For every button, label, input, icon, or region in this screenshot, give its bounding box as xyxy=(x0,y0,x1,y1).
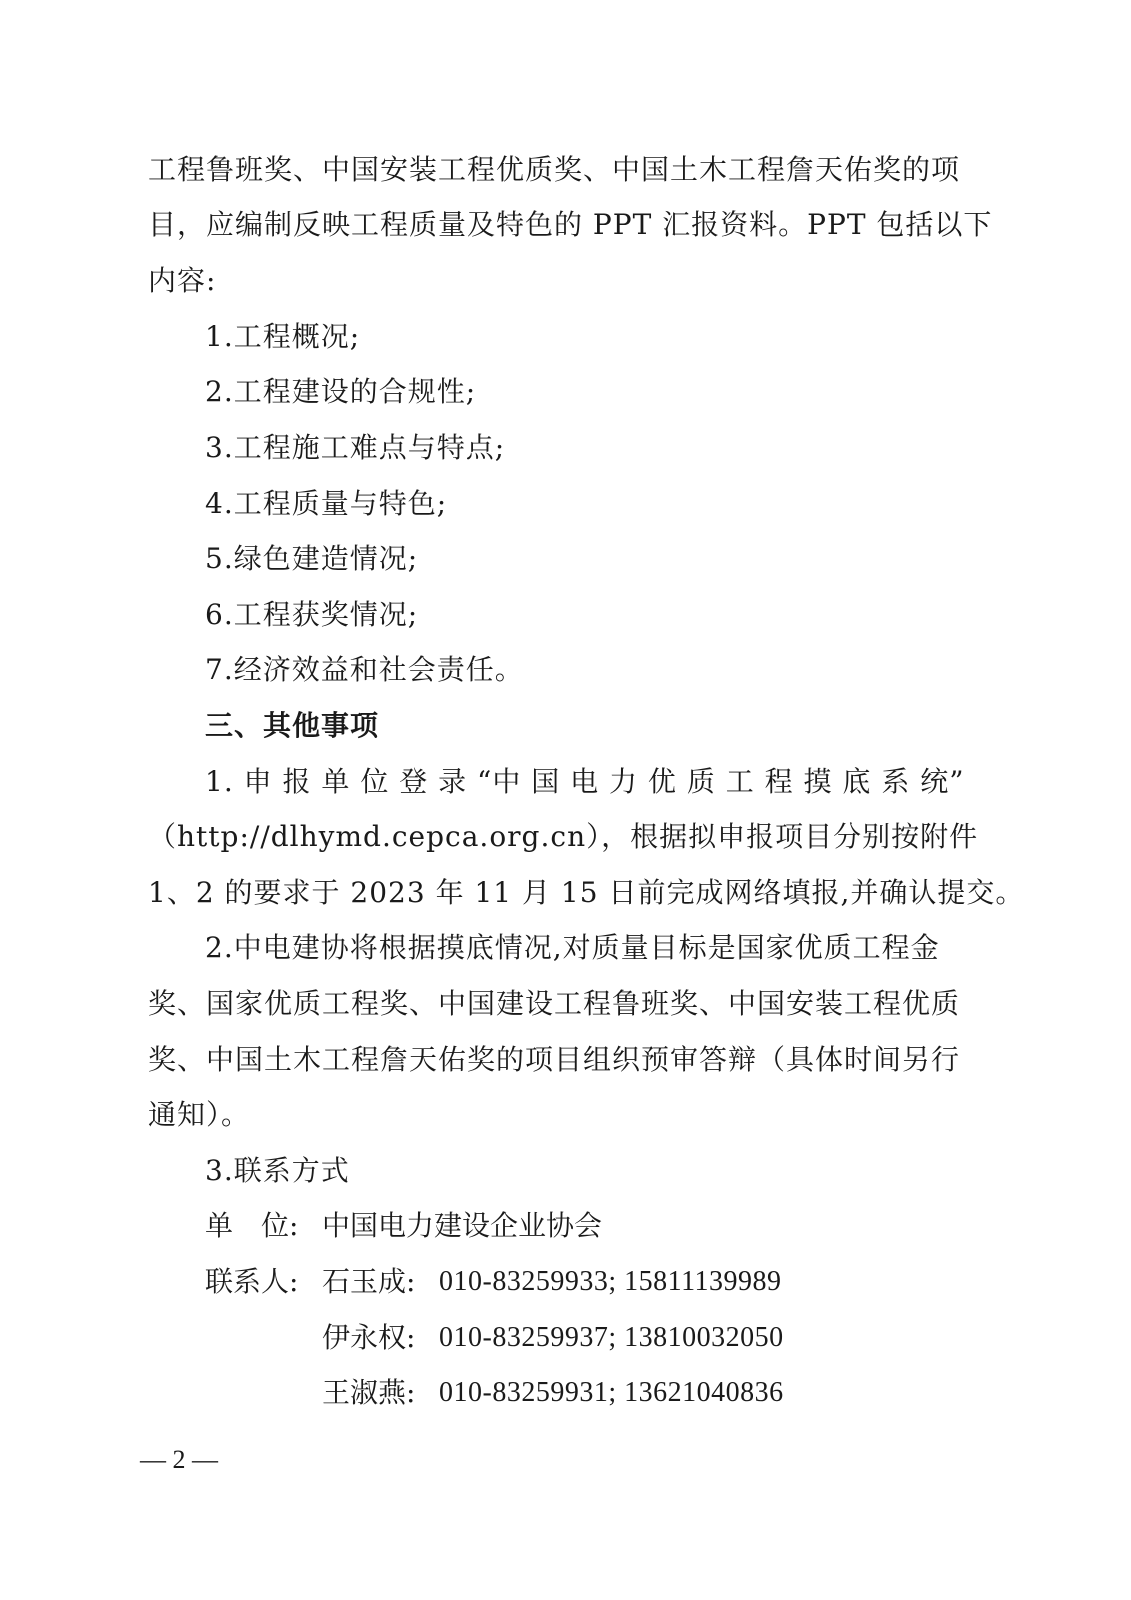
list-item: 1.工程概况; xyxy=(205,320,361,353)
contact-unit-row xyxy=(205,1208,602,1244)
paragraph-line: 奖、中国土木工程詹天佑奖的项目组织预审答辩（具体时间另行 xyxy=(148,1043,961,1076)
contact-person-row xyxy=(205,1320,784,1356)
list-item: 7.经济效益和社会责任。 xyxy=(205,653,524,686)
contact-phones: 010-83259931; 13621040836 xyxy=(439,1377,784,1408)
list-item: 5.绿色建造情况; xyxy=(205,542,419,575)
paragraph-line: （http://dlhymd.cepca.org.cn），根据拟申报项目分别按附件 xyxy=(148,820,979,853)
paragraph-line: 2.中电建协将根据摸底情况,对质量目标是国家优质工程金 xyxy=(205,931,940,964)
section-heading: 三、其他事项 xyxy=(205,709,380,742)
contact-phones: 010-83259937; 13810032050 xyxy=(439,1322,784,1353)
paragraph-line: 目，应编制反映工程质量及特色的 PPT 汇报资料。PPT 包括以下 xyxy=(148,208,993,241)
page-number: — 2 — xyxy=(140,1445,218,1474)
contact-name: 王淑燕: xyxy=(322,1376,416,1409)
paragraph-line: 1. 申 报 单 位 登 录 “中 国 电 力 优 质 工 程 摸 底 系 统” xyxy=(205,765,965,798)
contact-label-spacer xyxy=(205,1320,322,1356)
list-item: 3.工程施工难点与特点; xyxy=(205,431,506,464)
subheading: 3.联系方式 xyxy=(205,1154,350,1187)
paragraph-line: 通知）。 xyxy=(148,1098,251,1131)
contact-label-spacer xyxy=(205,1375,322,1411)
unit-label: 单 位: xyxy=(205,1209,299,1242)
contact-person-row xyxy=(205,1375,784,1411)
contact-phones: 010-83259933; 15811139989 xyxy=(439,1266,782,1297)
list-item: 2.工程建设的合规性; xyxy=(205,375,477,408)
contact-person-label: 联系人: xyxy=(205,1265,299,1298)
paragraph-line: 奖、国家优质工程奖、中国建设工程鲁班奖、中国安装工程优质 xyxy=(148,987,961,1020)
unit-value: 中国电力建设企业协会 xyxy=(322,1209,603,1242)
paragraph-line: 1、2 的要求于 2023 年 11 月 15 日前完成网络填报,并确认提交。 xyxy=(148,876,1025,909)
paragraph-line: 内容: xyxy=(148,264,217,297)
paragraph-line: 工程鲁班奖、中国安装工程优质奖、中国土木工程詹天佑奖的项 xyxy=(148,153,961,186)
contact-name: 伊永权: xyxy=(322,1321,416,1354)
contact-name: 石玉成: xyxy=(322,1265,416,1298)
list-item: 6.工程获奖情况; xyxy=(205,598,419,631)
list-item: 4.工程质量与特色; xyxy=(205,487,448,520)
contact-person-row xyxy=(205,1264,782,1300)
